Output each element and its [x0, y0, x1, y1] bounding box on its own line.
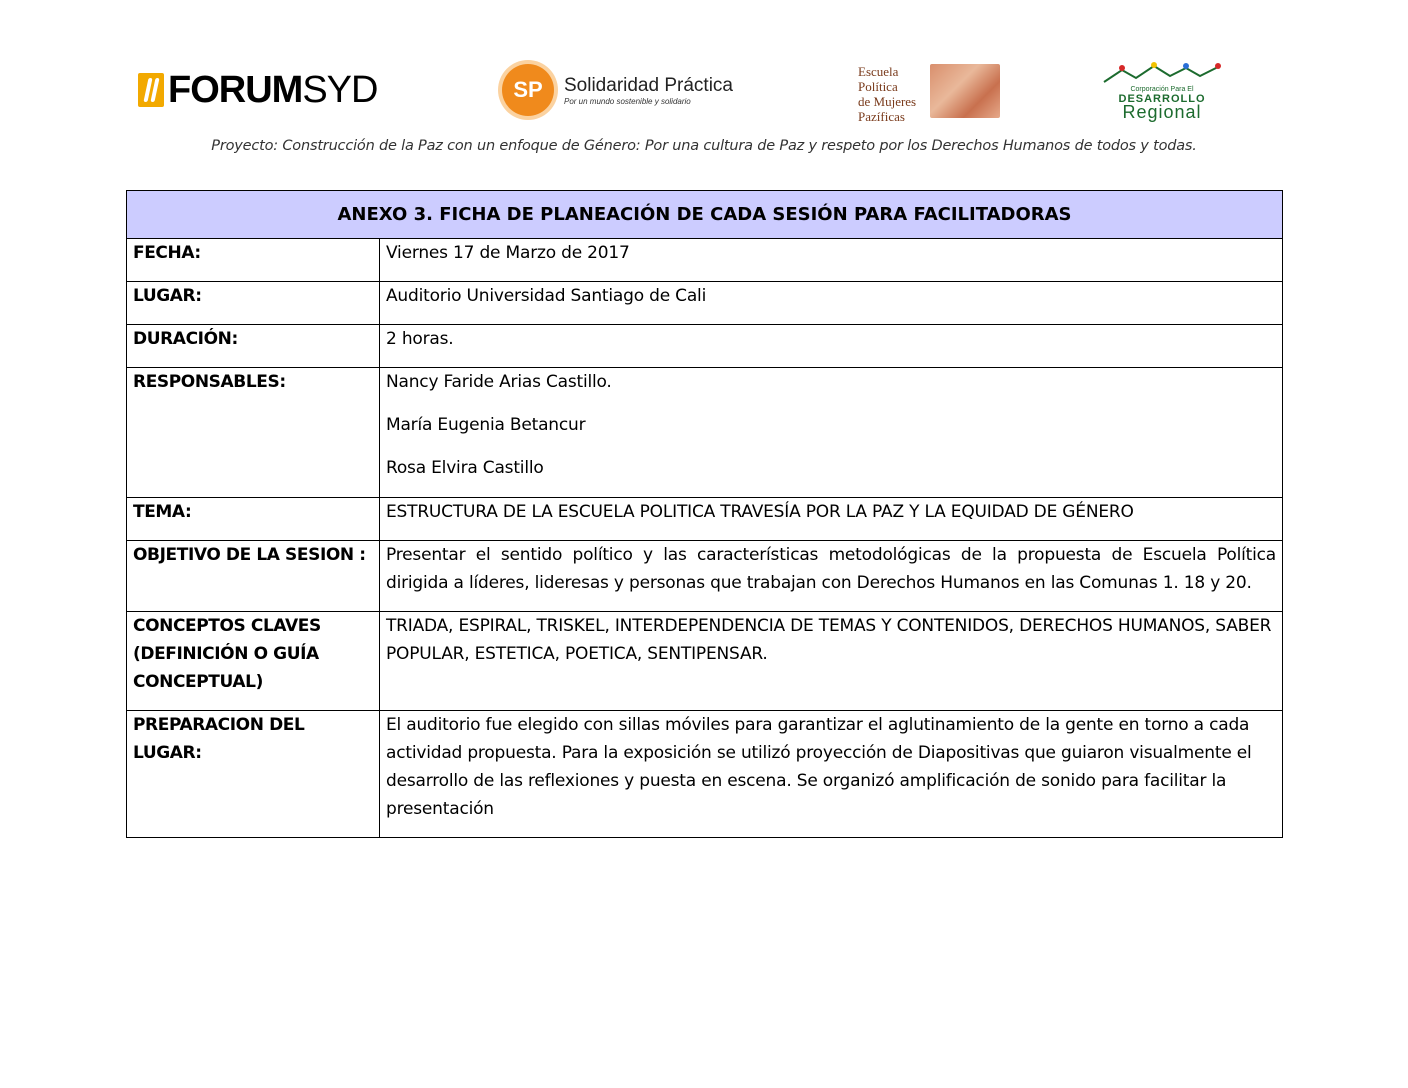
dr-line-1: Corporación Para El [1130, 86, 1194, 93]
conceptos-label: CONCEPTOS CLAVES (DEFINICIÓN O GUÍA CONCEPTUAL) [127, 612, 380, 711]
duracion-label: DURACIÓN: [127, 325, 380, 368]
ep-line-1: Escuela Política [858, 64, 899, 94]
preparacion-label: PREPARACION DEL LUGAR: [127, 711, 380, 838]
tema-label: TEMA: [127, 498, 380, 541]
forumsyd-bold: FORUM [168, 69, 303, 111]
table-row [127, 282, 1283, 325]
forumsyd-logo [138, 68, 377, 112]
table-row [127, 368, 1283, 498]
project-line: Proyecto: Construcción de la Paz con un enfoque de Género: Por una cultura de Paz y respeto por los Derechos Humanos de todos y todas. [211, 138, 1197, 154]
desarrollo-regional-logo [1096, 60, 1228, 120]
dr-line-2: DESARROLLO [1118, 93, 1206, 105]
responsables-value [380, 368, 1283, 498]
ep-line-3: Pazíficas [858, 109, 905, 124]
responsable-3: Rosa Elvira Castillo [386, 458, 544, 478]
solidaridad-practica-logo [502, 64, 733, 116]
objetivo-label: OBJETIVO DE LA SESION : [127, 541, 380, 612]
preparacion-value: El auditorio fue elegido con sillas móviles para garantizar el aglutinamiento de la gente en torno a cada actividad propuesta. Para la exposición se utilizó proyección de Diapositivas que guiaron visualmente el desarrollo de las reflexiones y puesta en escena. Se organizó amplificación de sonido para facilitar la presentación [380, 711, 1283, 838]
sp-mark-icon: SP [502, 64, 554, 116]
conceptos-value: TRIADA, ESPIRAL, TRISKEL, INTERDEPENDENCIA DE TEMAS Y CONTENIDOS, DERECHOS HUMANOS, SABER POPULAR, ESTETICA, POETICA, SENTIPENSAR. [380, 612, 1283, 711]
lugar-label: LUGAR: [127, 282, 380, 325]
responsable-1: Nancy Faride Arias Castillo. [386, 372, 612, 392]
table-row [127, 612, 1283, 711]
table-row [127, 498, 1283, 541]
escuela-politica-logo [858, 64, 1000, 124]
dr-line-3: Regional [1122, 102, 1202, 122]
forumsyd-mark-icon [138, 73, 164, 107]
sp-name: Solidaridad Práctica [564, 74, 733, 96]
forumsyd-light: SYD [302, 69, 378, 111]
logo-header [0, 0, 1408, 130]
tema-value: ESTRUCTURA DE LA ESCUELA POLITICA TRAVESÍA POR LA PAZ Y LA EQUIDAD DE GÉNERO [380, 498, 1283, 541]
table-row [127, 239, 1283, 282]
ep-line-2: de Mujeres [858, 94, 917, 109]
table-row [127, 541, 1283, 612]
lugar-value: Auditorio Universidad Santiago de Cali [380, 282, 1283, 325]
mountains-icon [1100, 62, 1224, 84]
table-title: ANEXO 3. FICHA DE PLANEACIÓN DE CADA SESIÓN PARA FACILITADORAS [127, 191, 1283, 239]
objetivo-value: Presentar el sentido político y las características metodológicas de la propuesta de Escuela Política dirigida a líderes, lideresas y personas que trabajan con Derechos Humanos en las Comunas 1. 18 y 20. [380, 541, 1283, 612]
duracion-value: 2 horas. [380, 325, 1283, 368]
fecha-label: FECHA: [127, 239, 380, 282]
table-row [127, 325, 1283, 368]
planning-table [126, 190, 1283, 838]
ep-photo-image [930, 64, 1000, 118]
responsable-2: María Eugenia Betancur [386, 415, 586, 435]
sp-tagline: Por un mundo sostenible y solidario [564, 96, 691, 106]
table-row [127, 711, 1283, 838]
responsables-label: RESPONSABLES: [127, 368, 380, 498]
fecha-value: Viernes 17 de Marzo de 2017 [380, 239, 1283, 282]
